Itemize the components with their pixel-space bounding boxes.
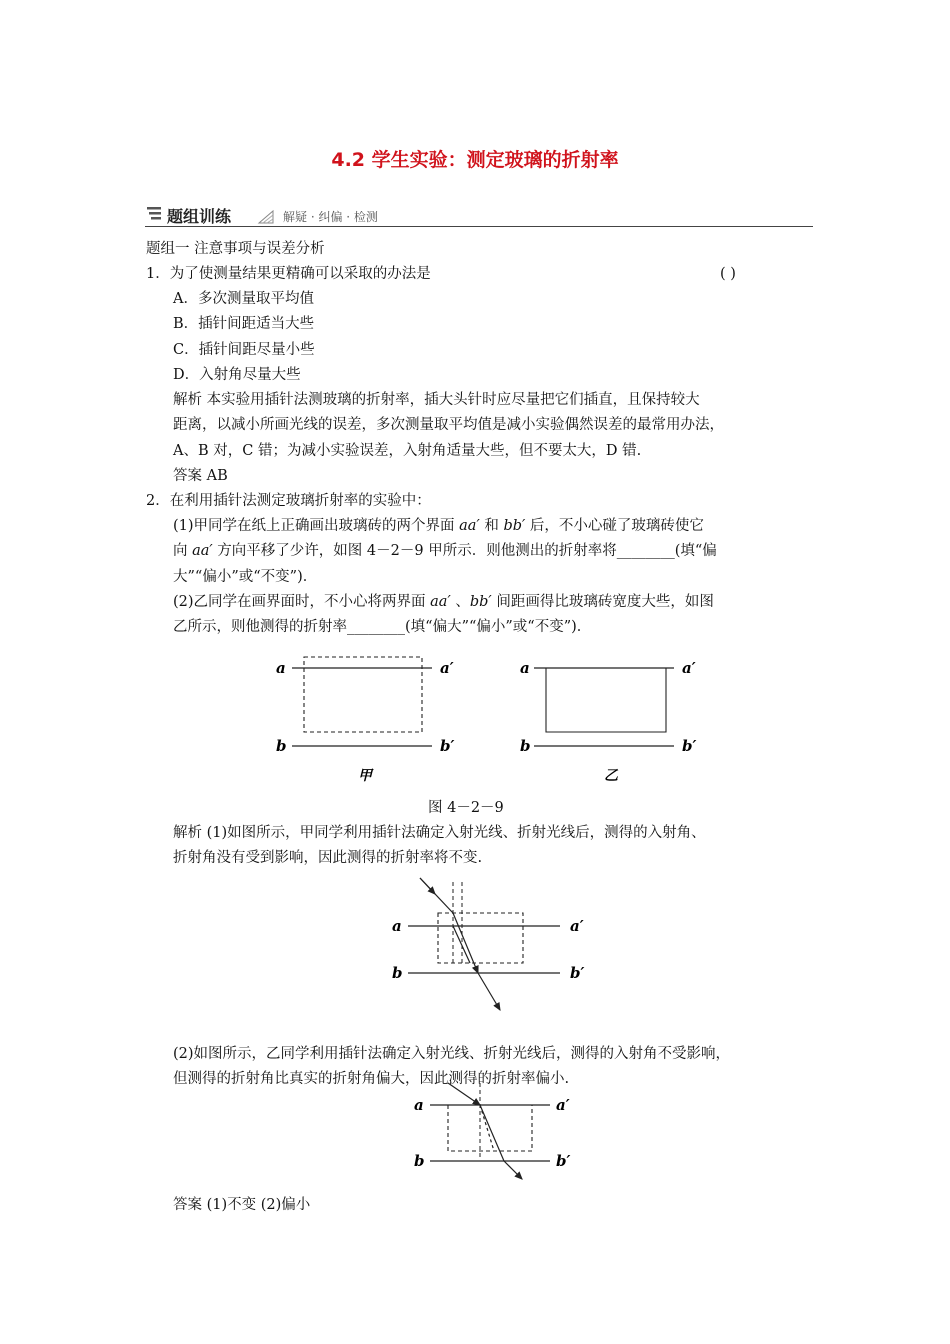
label-a-prime: a′ [440,659,454,677]
figure-yi [520,659,696,784]
text-segment: (2)乙同学在画界面时，不小心将两界面 [173,594,431,610]
q1-option-c: C．插针间距尽量小些 [173,342,315,358]
q2-part2-line1 [173,593,714,611]
figure-label-jia: 甲 [358,768,372,784]
q1-option-d: D．入射角尽量大些 [173,367,301,383]
q2-part1-line3: 大”“偏小”或“不变”)． [173,569,318,585]
section-rule [145,226,813,227]
label-a-prime: a′ [556,1096,570,1114]
stripes-icon [145,205,163,223]
label-a: a [392,917,402,935]
q1-option-a: A．多次测量取平均值 [173,291,314,307]
q1-option-b: B．插针间距适当大些 [173,316,315,332]
q2-part1-line2 [173,542,717,560]
label-a: a [520,659,530,677]
analysis-figure-1 [390,872,600,1017]
figure-jia [276,657,454,784]
section-subtitle: 解疑 · 纠偏 · 检测 [283,210,378,224]
label-b: b [414,1152,425,1170]
text-segment: 间距画得比玻璃砖宽度大些，如图 [491,594,714,610]
label-b: b [520,737,531,755]
triangle-stripes-icon [257,209,275,225]
interface-bb: bb′ [503,518,526,534]
label-a-prime: a′ [570,917,584,935]
section-header [145,203,813,227]
label-b: b [276,737,287,755]
q2-analysis2-line2: 但测得的折射角比真实的折射角偏大，因此测得的折射率偏小. [173,1071,570,1087]
figure-label-yi: 乙 [604,768,618,784]
q2-part2-line2: 乙所示，则他测得的折射率________(填“偏大”“偏小”或“不变”)． [173,619,592,635]
label-a: a [414,1096,424,1114]
text-segment: 向 [173,543,193,559]
text-segment: 方向平移了少许，如图 4－2－9 甲所示．则他测出的折射率将________(填“偏 [212,543,717,559]
label-a: a [276,659,286,677]
label-a-prime: a′ [682,659,696,677]
label-b-prime: b′ [556,1152,571,1170]
label-b-prime: b′ [682,737,697,755]
q2-analysis2-line1: (2)如图所示，乙同学利用插针法确定入射光线、折射光线后，测得的入射角不受影响， [173,1046,731,1062]
q2-part1-line1 [173,517,704,535]
page-title: 4.2 学生实验：测定玻璃的折射率 [331,149,619,171]
interface-aa: aa′ [430,594,451,610]
section-title: 题组训练 [167,207,232,226]
figure-4-2-9 [270,650,710,790]
label-b: b [392,964,403,982]
q2-stem: 2．在利用插针法测定玻璃折射率的实验中： [146,493,431,509]
interface-aa: aa′ [192,543,213,559]
interface-bb: bb′ [469,594,492,610]
q1-analysis-line: 距离，以减小所画光线的误差，多次测量取平均值是减小实验偶然误差的最常用办法， [173,417,724,433]
q2-answer: 答案 (1)不变 (2)偏小 [173,1197,311,1213]
analysis-figure-2 [410,1075,580,1187]
text-segment: 和 [479,518,504,534]
text-segment: (1)甲同学在纸上正确画出玻璃砖的两个界面 [173,518,460,534]
figure-caption: 图 4－2－9 [428,800,504,816]
q1-stem: 1．为了使测量结果更精确可以采取的办法是 [146,266,431,282]
text-segment: 、 [450,594,470,610]
q2-analysis1-line1: 解析 (1)如图所示，甲同学利用插针法确定入射光线、折射光线后，测得的入射角、 [173,825,706,841]
q1-analysis-line: A、B 对，C 错；为减小实验误差，入射角适量大些，但不要太大，D 错. [173,443,642,459]
label-b-prime: b′ [440,737,455,755]
q1-answer: 答案 AB [173,468,228,484]
q1-analysis-line: 解析 本实验用插针法测玻璃的折射率，插大头针时应尽量把它们插直，且保持较大 [173,392,700,408]
q1-bracket: ( ) [720,266,736,282]
interface-aa: aa′ [459,518,480,534]
label-b-prime: b′ [570,964,585,982]
group-title: 题组一 注意事项与误差分析 [146,241,325,257]
q2-analysis1-line2: 折射角没有受到影响，因此测得的折射率将不变. [173,850,483,866]
text-segment: 后，不小心碰了玻璃砖使它 [525,518,704,534]
